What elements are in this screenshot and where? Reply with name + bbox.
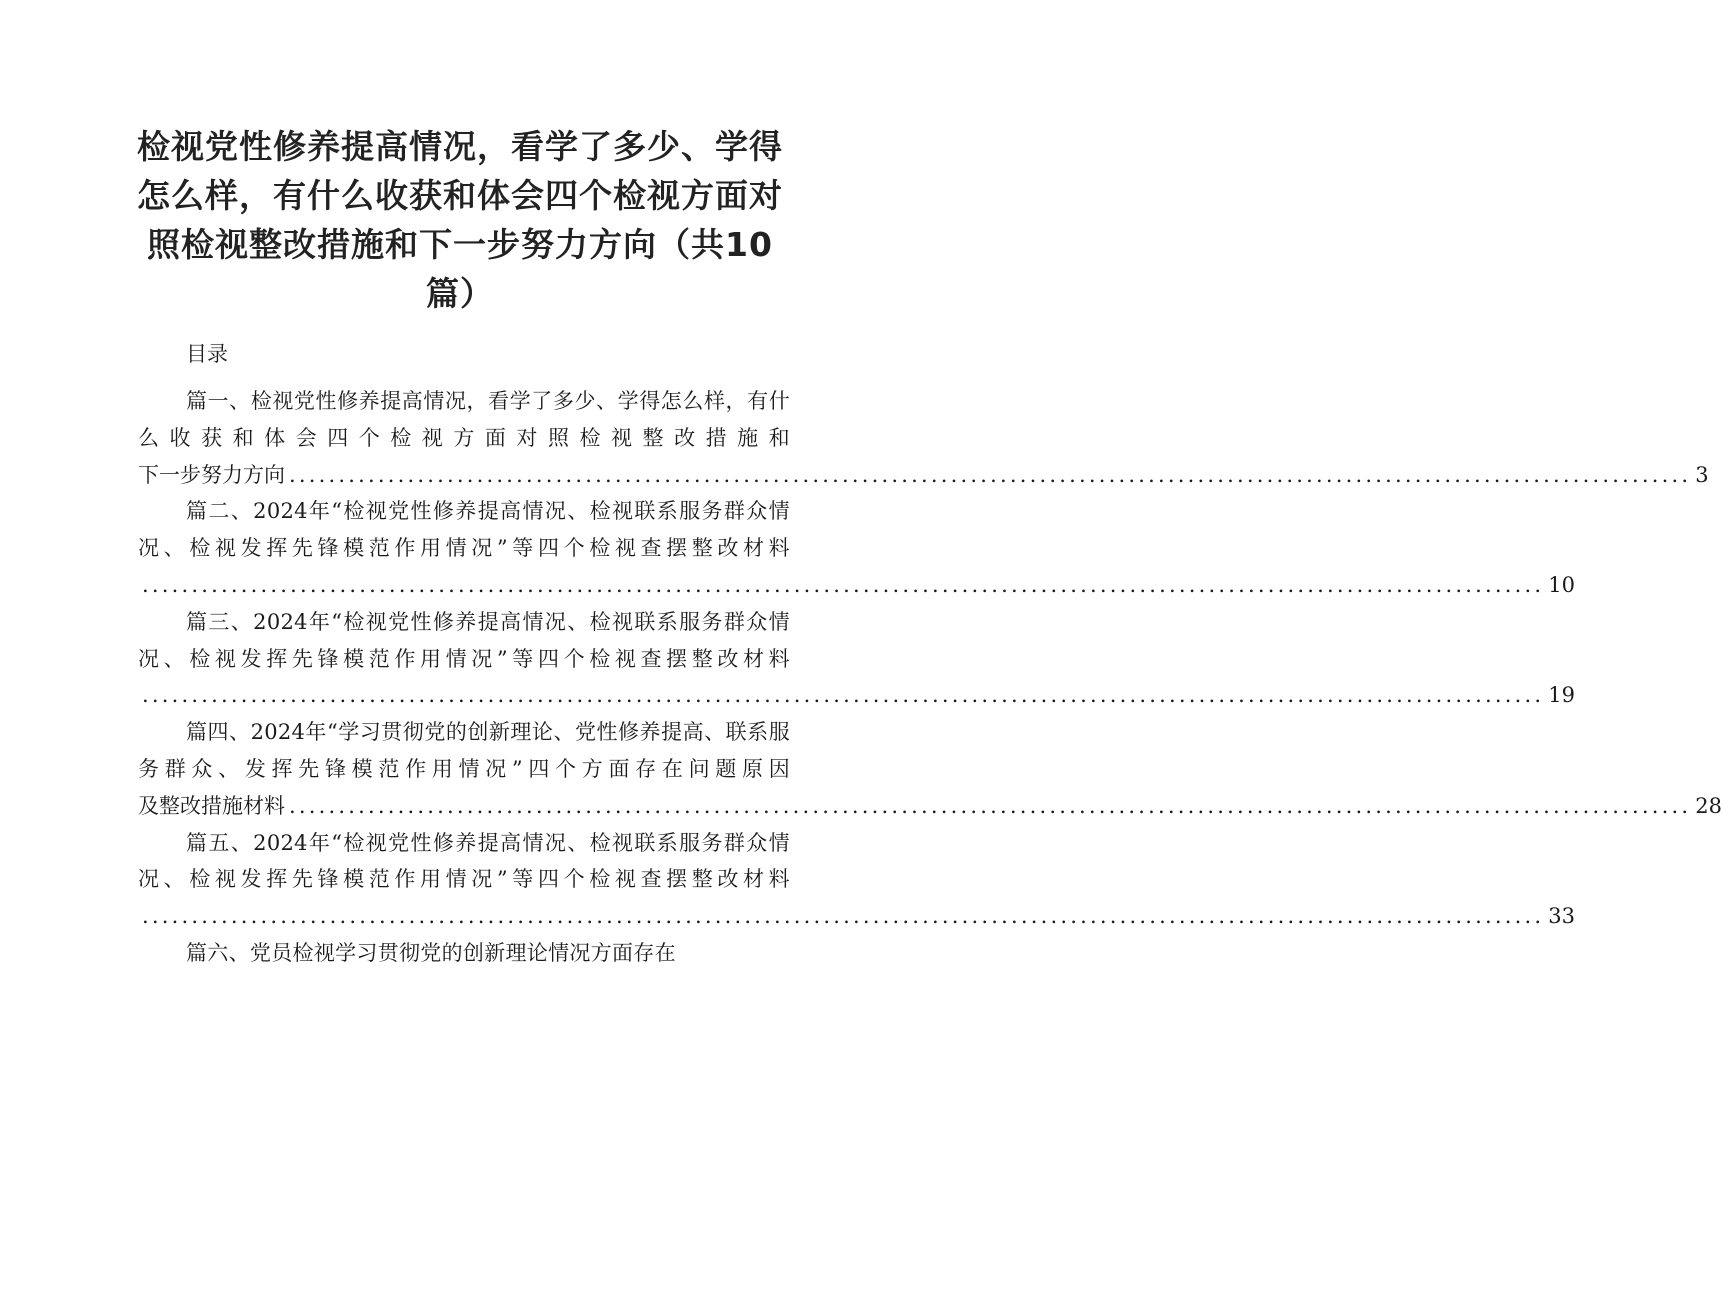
dot-leader: .............................................................................................................................................. bbox=[142, 904, 1545, 929]
toc-heading: 目录 bbox=[186, 342, 228, 366]
toc-entry-4[interactable] bbox=[138, 714, 1722, 824]
toc-entry-text-end: 及整改措施材料 bbox=[138, 793, 285, 818]
toc-leader-line bbox=[138, 567, 1576, 604]
dot-leader: .............................................................................................................................................. bbox=[289, 793, 1692, 818]
toc-entry-6[interactable] bbox=[138, 935, 790, 972]
toc-page-number: 19 bbox=[1548, 683, 1576, 708]
toc-entry-text: 篇三、2024年“检视党性修养提高情况、检视联系服务群众情况、检视发挥先锋模范作用情况”等四个检视查摆整改材料 bbox=[138, 609, 790, 671]
toc-entry-text: 篇四、2024年“学习贯彻党的创新理论、党性修养提高、联系服务群众、发挥先锋模范作用情况”四个方面存在问题原因 bbox=[138, 720, 790, 781]
toc-entry-text: 篇二、2024年“检视党性修养提高情况、检视联系服务群众情况、检视发挥先锋模范作用情况”等四个检视查摆整改材料 bbox=[138, 499, 790, 561]
toc-page-number: 3 bbox=[1695, 462, 1709, 487]
toc-leader-line bbox=[138, 788, 1722, 825]
toc-entry-2[interactable] bbox=[138, 493, 1576, 603]
toc-leader-line bbox=[138, 457, 1709, 494]
toc-entry-3[interactable] bbox=[138, 604, 1576, 714]
toc-leader-line bbox=[138, 677, 1576, 714]
toc-entry-1[interactable] bbox=[138, 383, 1709, 493]
dot-leader: .............................................................................................................................................. bbox=[142, 572, 1545, 597]
toc-page-number: 28 bbox=[1695, 793, 1722, 818]
toc-page-number: 33 bbox=[1548, 904, 1576, 929]
dot-leader: .............................................................................................................................................. bbox=[289, 462, 1692, 487]
document-title: 检视党性修养提高情况，看学了多少、学得怎么样，有什么收获和体会四个检视方面对照检视整改措施和下一步努力方向（共10篇） bbox=[137, 127, 783, 313]
toc-entry-text: 篇一、检视党性修养提高情况，看学了多少、学得怎么样，有什么收获和体会四个检视方面对照检视整改措施和 bbox=[138, 389, 790, 450]
toc-entry-text: 篇五、2024年“检视党性修养提高情况、检视联系服务群众情况、检视发挥先锋模范作用情况”等四个检视查摆整改材料 bbox=[138, 830, 790, 892]
toc-leader-line bbox=[138, 898, 1576, 935]
dot-leader: .............................................................................................................................................. bbox=[142, 683, 1545, 708]
toc-entry-5[interactable] bbox=[138, 825, 1576, 935]
table-of-contents bbox=[138, 383, 1722, 972]
toc-page-number: 10 bbox=[1548, 572, 1576, 597]
toc-entry-text-end: 下一步努力方向 bbox=[138, 462, 285, 487]
toc-entry-text: 篇六、党员检视学习贯彻党的创新理论情况方面存在 bbox=[186, 940, 676, 965]
